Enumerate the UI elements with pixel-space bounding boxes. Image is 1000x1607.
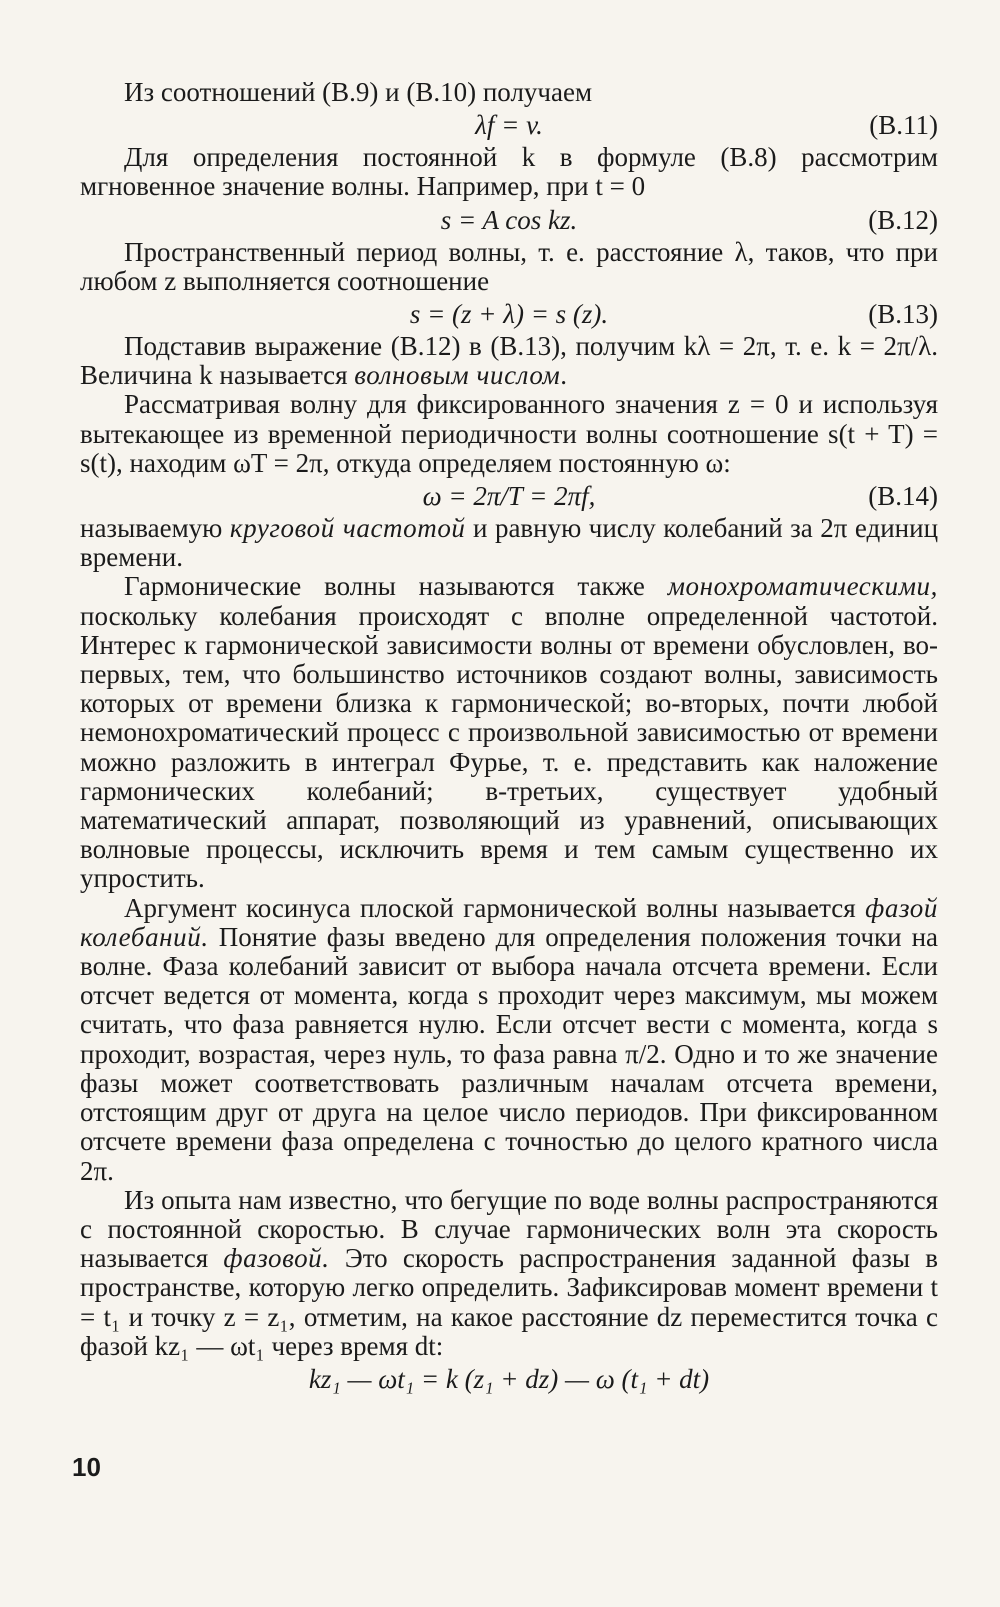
paragraph-text: Из опыта нам известно, что бегущие по воде волны распространяются с постоянной скоростью. В случае гармонических волн эта скорость называется: [80, 1184, 938, 1274]
emphasized-term: монохроматическими,: [667, 571, 938, 602]
formula-expression: λf = v.: [475, 110, 543, 141]
paragraph: [80, 143, 938, 201]
display-formula: [80, 296, 938, 332]
display-formula: [80, 478, 938, 514]
paragraph-text-continued: Это скорость распространения заданной фазы в пространстве, которую легко определить. Зафиксировав момент времени t = t₁ и точку z = z₁, отметим, на какое расстояние dz переместится точка с фазой kz₁ — ωt₁ через время dt:: [80, 1243, 938, 1361]
paragraph: [80, 1186, 938, 1361]
paragraph-text: Для определения постоянной k в формуле (В.8) рассмотрим мгновенное значение волны. Например, при t = 0: [80, 142, 938, 202]
paragraph-text: Рассматривая волну для фиксированного значения z = 0 и используя вытекающее из временной периодичности волны соотношение s(t + T) = s(t), находим ωT = 2π, откуда определяем постоянную ω:: [80, 389, 938, 478]
paragraph: [80, 514, 938, 572]
paragraph-text: Гармонические волны называются также: [124, 571, 668, 602]
display-formula: [80, 202, 938, 238]
paragraph-text: Из соотношений (В.9) и (В.10) получаем: [124, 77, 593, 107]
paragraph: [80, 390, 938, 478]
paragraph-text-continued: поскольку колебания происходят с вполне определенной частотой. Интерес к гармонической зависимости волны от времени обусловлен, во-первых, тем, что большинство источников создают волны, зависимость которых от времени близка к гармонической; во-вторых, почти любой немонохроматический процесс с произвольной зависимостью от времени можно разложить в интеграл Фурье, т. е. представить как наложение гармонических колебаний; в-третьих, существует удобный математический аппарат, позволяющий из уравнений, описывающих волновые процессы, исключить время и тем самым существенно их упростить.: [80, 600, 938, 894]
equation-number: (В.12): [868, 204, 938, 235]
equation-number: (В.13): [868, 299, 938, 330]
display-formula: [80, 107, 938, 143]
paragraph-text: Аргумент косинуса плоской гармонической волны называется: [124, 892, 866, 923]
paragraph-text: Подставив выражение (В.12) в (В.13), получим kλ = 2π, т. е. k = 2π/λ. Величина k называется: [80, 331, 938, 391]
formula-expression: s = (z + λ) = s (z).: [409, 299, 609, 330]
paragraph-text-continued: .: [560, 360, 568, 391]
paragraph-text-continued: и равную числу колебаний за 2π единиц времени.: [80, 513, 939, 573]
emphasized-term: круговой частотой: [229, 513, 466, 544]
formula-expression: s = A cos kz.: [440, 204, 578, 235]
equation-number: (В.11): [869, 110, 938, 141]
paragraph: [80, 332, 938, 390]
paragraph: [80, 894, 938, 1186]
page-number: 10: [72, 1452, 101, 1482]
formula-expression: kz₁ — ωt₁ = k (z₁ + dz) — ω (t₁ + dt): [308, 1363, 710, 1394]
paragraph-text: Пространственный период волны, т. е. расстояние λ, таков, что при любом z выполняется соотношение: [80, 236, 938, 296]
emphasized-term: фазой колебаний.: [80, 892, 938, 952]
paragraph-text: называемую: [80, 513, 230, 544]
paragraph: [80, 238, 938, 296]
formula-expression: ω = 2π/T = 2πf,: [422, 481, 596, 512]
paragraph: [80, 78, 938, 107]
emphasized-term: фазовой.: [223, 1243, 330, 1274]
display-formula: [80, 1361, 938, 1397]
equation-number: (В.14): [868, 481, 938, 512]
emphasized-term: волновым числом: [354, 360, 561, 391]
page-body: [80, 78, 938, 1397]
paragraph-text-continued: Понятие фазы введено для определения положения точки на волне. Фаза колебаний зависит от выбора начала отсчета времени. Если отсчет ведется от момента, когда s проходит через максимум, мы можем считать, что фаза равняется нулю. Если отсчет вести с момента, когда s проходит, возрастая, через нуль, то фаза равна π/2. Одно и то же значение фазы может соответствовать различным началам отсчета времени, отстоящим друг от друга на целое число периодов. При фиксированном отсчете времени фаза определена с точностью до целого кратного числа 2π.: [80, 921, 938, 1186]
paragraph: [80, 572, 938, 893]
